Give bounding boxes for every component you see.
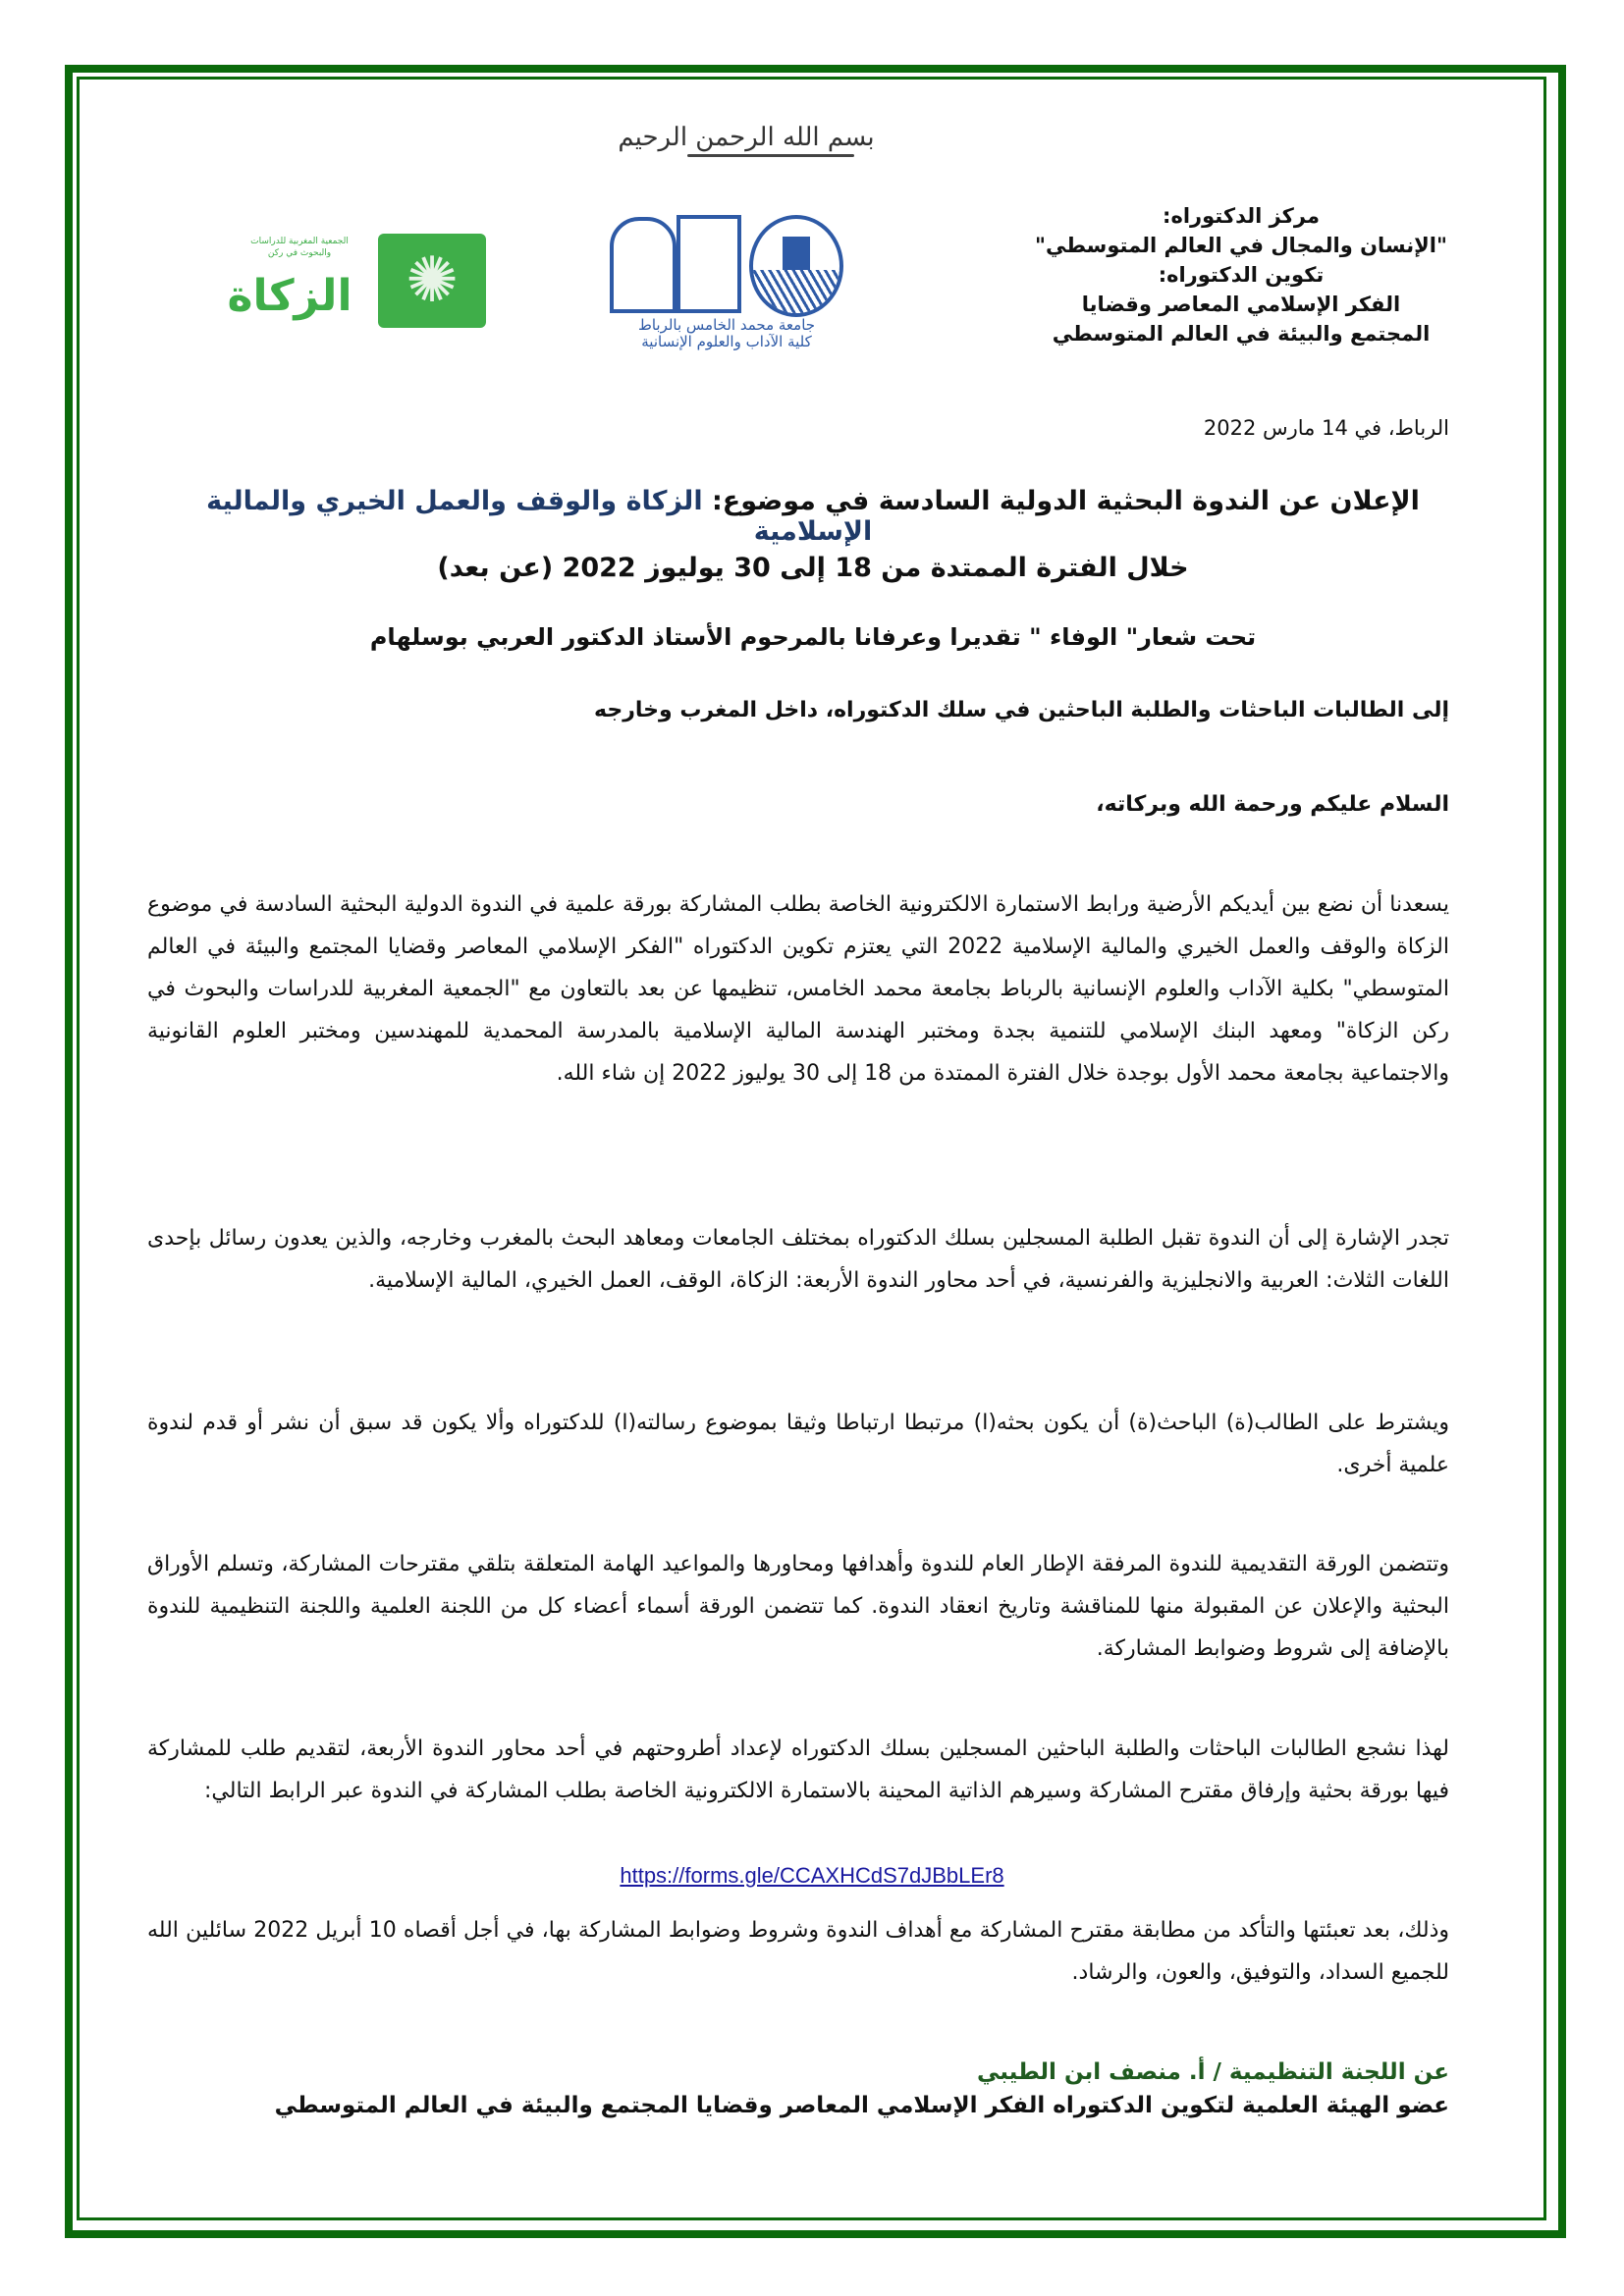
header-line: مركز الدكتوراه: [1163,204,1320,228]
page-border-inner [77,77,1546,2220]
title-topic: الزكاة والوقف والعمل الخيري والمالية الإسلامية [206,486,873,547]
calligraphy-swash [687,154,854,157]
title-prefix: الإعلان عن الندوة البحثية الدولية السادسة في موضوع: [702,486,1420,516]
header-line: "الإنسان والمجال في العالم المتوسطي" [1035,234,1447,257]
greeting: السلام عليكم ورحمة الله وبركاته، [1096,792,1449,817]
logo-frame-icon [677,215,741,313]
basmala-text: بسم الله الرحمن الرحيم [618,123,875,152]
star-people-icon: ✺ [406,244,459,317]
seal-hatch [753,270,839,313]
faculty-name: كلية الآداب والعلوم الإنسانية [641,333,812,350]
header-line: تكوين الدكتوراه: [1158,263,1325,287]
paragraph-call: لهذا نشجع الطالبات الباحثات والطلبة الباحثين المسجلين بسلك الدكتوراه لإعداد أطروحتهم في أحد محاور الندوة الأربعة، لتقديم طلب للمشاركة فيها بورقة بحثية وإرفاق مقترح المشاركة وسيرهم الذاتية المحينة بالاستمارة الالكترونية الخاصة بطلب المشاركة في الندوة عبر الرابط التالي: [147,1736,1449,1803]
university-logo [604,211,849,348]
paragraph-eligibility: تجدر الإشارة إلى أن الندوة تقبل الطلبة المسجلين بسلك الدكتوراه بمختلف الجامعات ومعاهد البحث بالمغرب وخارجه، والذين يعدون رسائل بإحدى اللغات الثلاث: العربية والانجليزية والفرنسية، في أحد محاور الندوة الأربعة: الزكاة، الوقف، العمل الخيري، المالية الإسلامية. [147,1226,1449,1293]
signature-role: عضو الهيئة العلمية لتكوين الدكتوراه الفكر الإسلامي المعاصر وقضايا المجتمع والبيئة في العالم المتوسطي [274,2093,1449,2118]
announcement-slogan: تحت شعار" الوفاء " تقديرا وعرفانا بالمرحوم الأستاذ الدكتور العربي بوسلهام [369,623,1257,651]
zakat-association-logo [221,234,506,332]
basmala-calligraphy [599,123,893,172]
paragraph-concept-note: وتتضمن الورقة التقديمية للندوة المرفقة الإطار العام للندوة وأهدافها ومحاورها والمواعيد الهامة المتعلقة بتلقي مقترحات المشاركة، وتسلم الأوراق البحثية والإعلان عن المقبولة منها للمناقشة وتاريخ انعقاد الندوة. كما تتضمن الورقة أسماء أعضاء كل من اللجنة العلمية واللجنة التنظيمية للندوة بالإضافة إلى شروط وضوابط المشاركة. [147,1552,1449,1661]
addressee: إلى الطالبات الباحثات والطلبة الباحثين في سلك الدكتوراه، داخل المغرب وخارجه [594,698,1449,722]
announcement-period: خلال الفترة الممتدة من 18 إلى 30 يوليوز 2022 (عن بعد) [437,553,1189,583]
paragraph-intro: يسعدنا أن نضع بين أيديكم الأرضية ورابط الاستمارة الالكترونية الخاصة بطلب المشاركة بورقة علمية في الندوة الدولية البحثية السادسة في موضوع الزكاة والوقف والعمل الخيري والمالية الإسلامية 2022 التي يعتزم تكوين الدكتوراه "الفكر الإسلامي المعاصر وقضايا المجتمع والبيئة في العالم المتوسطي" بكلية الآداب والعلوم الإنسانية بالرباط بجامعة محمد الخامس، تنظيمها عن بعد بالتعاون مع "الجمعية المغربية للدراسات والبحوث في ركن الزكاة" ومعهد البنك الإسلامي للتنمية بجدة ومختبر الهندسة المالية الإسلامية بالمدرسة المحمدية للمهندسين ومختبر العلوم القانونية والاجتماعية بجامعة محمد الأول بوجدة خلال الفترة الممتدة من 18 إلى 30 يوليوز 2022 إن شاء الله. [147,892,1449,1086]
header-line: الفكر الإسلامي المعاصر وقضايا [1081,293,1401,316]
university-caption [604,317,849,350]
seal-icon [749,215,843,317]
university-name: جامعة محمد الخامس بالرباط [637,316,816,334]
registration-form-link[interactable]: https://forms.gle/CCAXHCdS7dJBbLEr8 [620,1863,1004,1888]
doctoral-center-header [1035,201,1447,348]
form-link-container [0,1863,1624,1889]
paragraph-deadline: وذلك، بعد تعبئتها والتأكد من مطابقة مقترح المشاركة مع أهداف الندوة وشروط وضوابط المشاركة بها، في أجل أقصاه 10 أبريل 2022 سائلين الله للجميع السداد، والتوفيق، والعون، والرشاد. [147,1918,1449,1985]
zakat-wordmark: الزكاة [227,271,352,321]
announcement-title [147,486,1479,547]
zakat-emblem [378,234,486,328]
tower-icon [783,237,810,272]
header-line: المجتمع والبيئة في العالم المتوسطي [1052,322,1431,346]
signature-committee: عن اللجنة التنظيمية / أ. منصف ابن الطيبي [976,2059,1449,2085]
arch-icon [610,217,677,313]
date-line: الرباط، في 14 مارس 2022 [1203,416,1449,440]
zakat-subtitle: الجمعية المغربية للدراسات والبحوث في ركن [250,237,349,258]
paragraph-conditions: ويشترط على الطالب(ة) الباحث(ة) أن يكون بحثه(ا) مرتبطا ارتباطا وثيقا بموضوع رسالته(ا) للدكتوراه وألا يكون قد سبق أن نشر أو قدم لندوة علمية أخرى. [147,1411,1449,1477]
